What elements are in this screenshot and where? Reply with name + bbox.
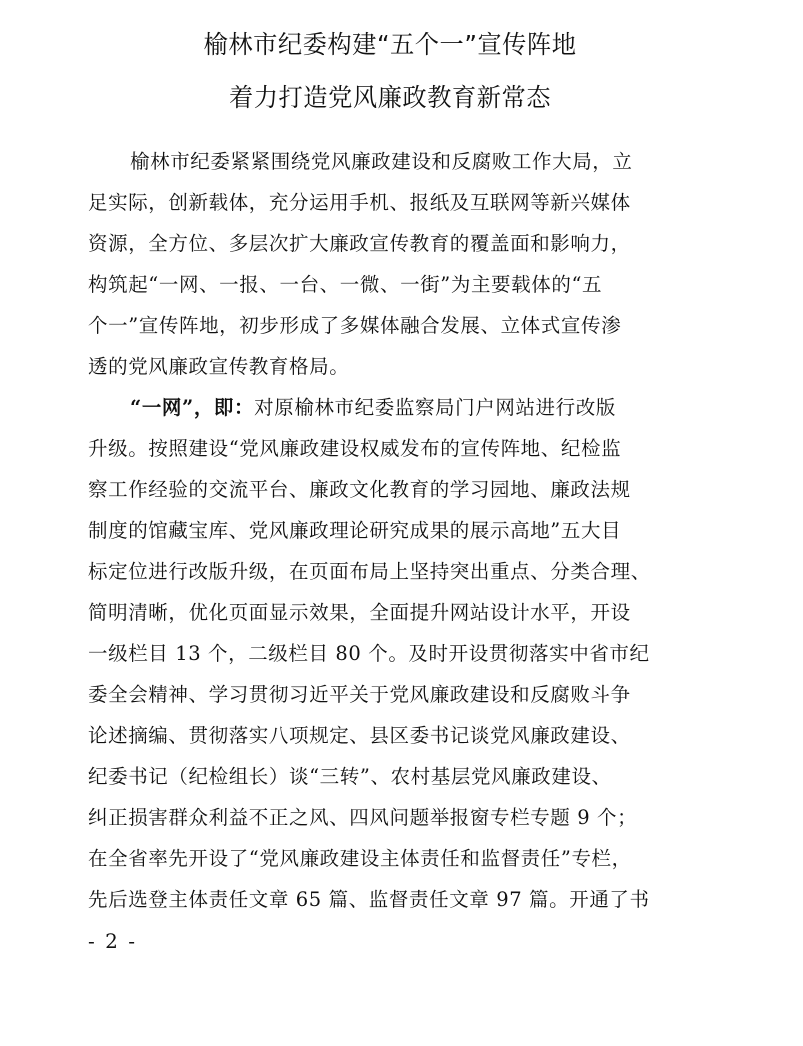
paragraph-1-line: 构筑起“一网、一报、一台、一微、一街”为主要载体的“五 [88,273,603,296]
document-title-line-1: 榆林市纪委构建“五个一”宣传阵地 [203,30,577,59]
paragraph-2-line: 简明清晰，优化页面显示效果，全面提升网站设计水平，开设 [88,601,631,624]
paragraph-2-line: 升级。按照建设“党风廉政建设权威发布的宣传阵地、纪检监 [88,437,622,460]
document-title-line-2: 着力打造党风廉政教育新常态 [228,83,552,112]
paragraph-2-line: 在全省率先开设了“党风廉政建设主体责任和监督责任”专栏， [88,847,632,870]
paragraph-2-lead: “一网”，即： [130,396,255,419]
paragraph-2-line: 察工作经验的交流平台、廉政文化教育的学习园地、廉政法规 [88,478,631,501]
paragraph-2-line: 先后选登主体责任文章 65 篇、监督责任文章 97 篇。开通了书 [88,888,650,911]
paragraph-2-line: 纠正损害群众利益不正之风、四风问题举报窗专栏专题 9 个； [88,806,638,829]
paragraph-2-line: 制度的馆藏宝库、党风廉政理论研究成果的展示高地”五大目 [88,519,622,542]
paragraph-2-line: 论述摘编、贯彻落实八项规定、县区委书记谈党风廉政建设、 [88,724,631,747]
paragraph-1-line: 榆林市纪委紧紧围绕党风廉政建设和反腐败工作大局，立 [130,150,633,173]
paragraph-1-line: 透的党风廉政宣传教育格局。 [88,355,350,378]
paragraph-1-line: 个一”宣传阵地，初步形成了多媒体融合发展、立体式宣传渗 [88,314,622,337]
paragraph-2-line: 纪委书记（纪检组长）谈“三转”、农村基层党风廉政建设、 [88,765,612,788]
paragraph-1-line: 资源，全方位、多层次扩大廉政宣传教育的覆盖面和影响力， [88,232,631,255]
page-number: - 2 - [88,929,137,953]
paragraph-2-line: 一级栏目 13 个，二级栏目 80 个。及时开设贯彻落实中省市纪 [88,642,650,665]
paragraph-2-line: 委全会精神、学习贯彻习近平关于党风廉政建设和反腐败斗争 [88,683,631,706]
paragraph-2-line: 标定位进行改版升级，在页面布局上坚持突出重点、分类合理、 [88,560,651,583]
paragraph-1-line: 足实际，创新载体，充分运用手机、报纸及互联网等新兴媒体 [88,191,631,214]
paragraph-2-first-line [130,395,616,421]
paragraph-2-first-rest: 对原榆林市纪委监察局门户网站进行改版 [254,396,616,419]
